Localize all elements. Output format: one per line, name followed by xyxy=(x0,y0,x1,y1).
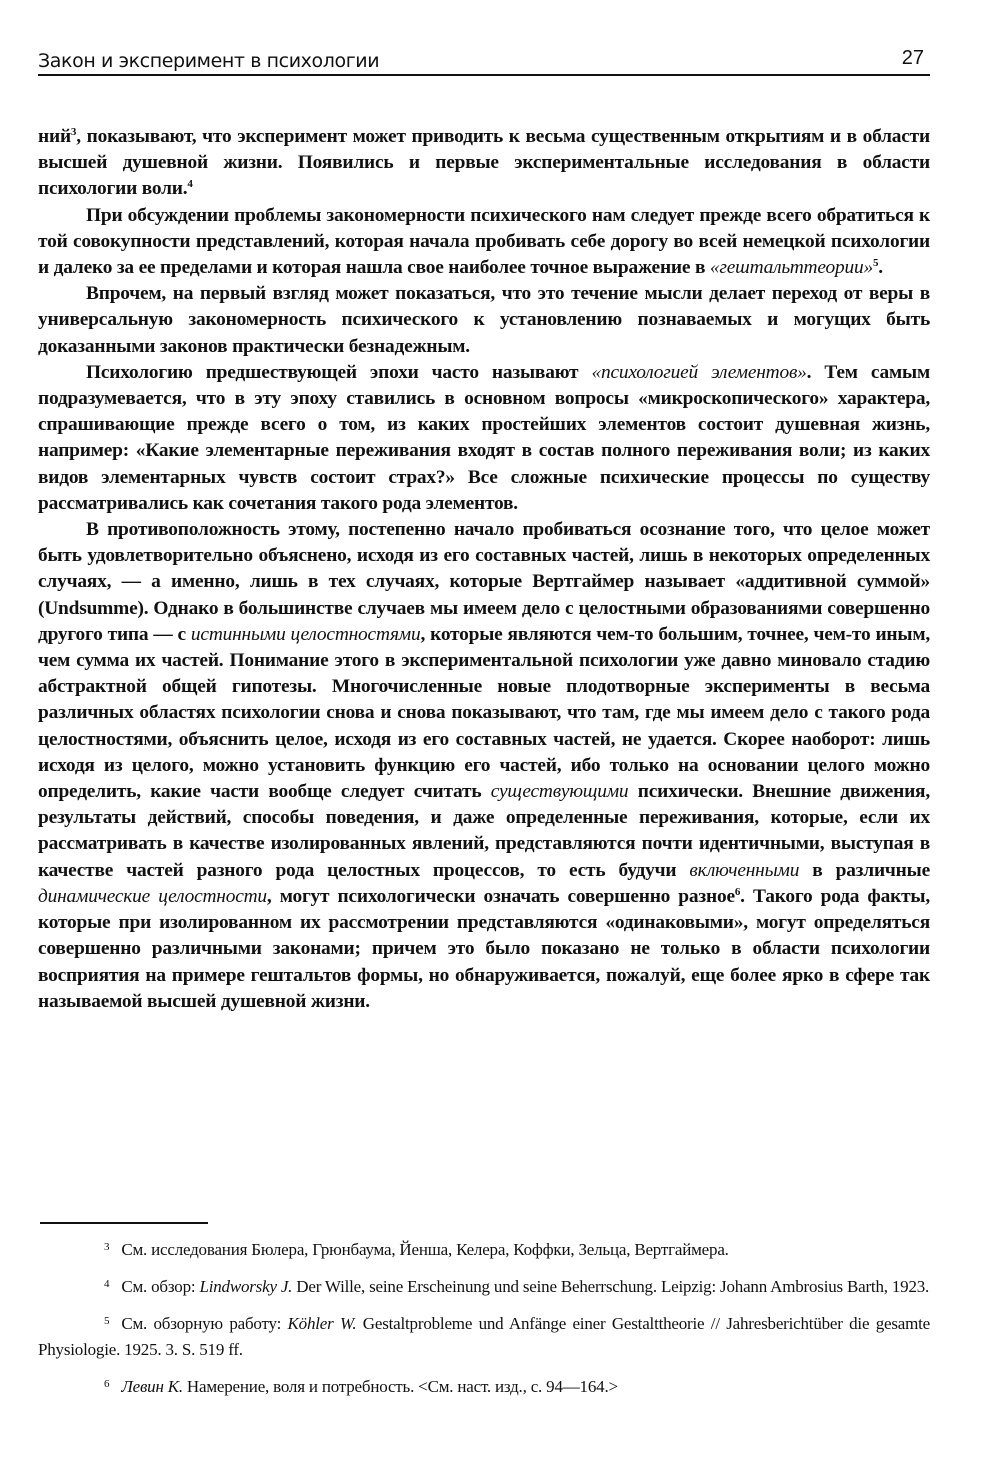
footnote-ref-3[interactable]: 3 xyxy=(70,126,77,138)
footnote-6: $^6$ Левин К. Намерение, воля и потребность. <См. наст. изд., с. 94—164.> xyxy=(104,1377,618,1396)
paragraph-2: При обсуждении проблемы закономерности психического нам следует прежде всего обратиться к той совокупности представлений, которая начала пробивать себе дорогу во всей немецкой психологии и далеко за ее пределами и которая нашла свое наиболее точное выражение в «гештальттеории»$^5$. xyxy=(38,204,930,279)
footnote-ref-5[interactable]: 5 xyxy=(872,257,879,270)
paragraph-1: ний$^3$, показывают, что эксперимент может приводить к весьма существенным открытиям и в области высшей душевной жизни. Появились и первые экспериментальные исследования в области психологии воли.$^4$ xyxy=(38,126,930,200)
footnote-divider xyxy=(40,1222,208,1224)
emphasis-element-psychology: «психологией элементов» xyxy=(591,361,807,383)
footnote-ref-6[interactable]: 6 xyxy=(734,885,741,898)
emphasis-dynamic-wholes: динамические целостности xyxy=(38,885,267,907)
emphasis-gestalt-theory: «гештальттеории» xyxy=(709,257,873,279)
emphasis-existing: существующими xyxy=(490,781,629,803)
footnotes xyxy=(38,1234,930,1408)
running-header xyxy=(38,44,930,76)
main-text xyxy=(38,124,930,1015)
paragraph-5: В противоположность этому, постепенно начало пробиваться осознание того, что целое может быть удовлетворительно объяснено, исходя из его составных частей, лишь в некоторых определенных случаях, — а именно, лишь в тех случаях, которые Вертгаймер называет «аддитивной суммой» (Undsumme). Однако в большинстве случаев мы имеем дело с целостными образованиями совершенно другого типа — с истинными целостностями, которые являются чем-то большим, точнее, чем-то иным, чем сумма их частей. Понимание этого в экспериментальной психологии уже давно миновало стадию абстрактной общей гипотезы. Многочисленные новые плодотворные эксперименты в весьма различных областях психологии снова и снова показывают, что там, где мы имеем дело с такого рода целостностями, объяснить целое, исходя из его составных частей, не удается. Скорее наоборот: лишь исходя из целого, можно установить функцию его частей, ибо только на основании целого можно определить, какие части вообще следует считать существующими психически. Внешние движения, результаты действий, способы поведения, и даже определенные переживания, которые, если их рассматривать в качестве изолированных явлений, представляются почти идентичными, выступая в качестве частей разного рода целостных процессов, то есть будучи включенными в различные динамические целостности, могут психологически означать совершенно разное$^6$. Такого рода факты, которые при изолированном их рассмотрении представляются «одинаковыми», могут определяться совершенно различными законами; причем это было показано не только в области психологии восприятия на примере гештальтов формы, но обнаруживается, пожалуй, еще более ярко в сфере так называемой высшей душевной жизни. xyxy=(38,519,931,1012)
footnote-ref-4[interactable]: 4 xyxy=(187,178,193,191)
paragraph-4: Психологию предшествующей эпохи часто называют «психологией элементов». Тем самым подразумевается, что в эту эпоху ставились в основном вопросы «микроскопического» характера, спрашивающие прежде всего о том, из каких простейших элементов состоит душевная жизнь, например: «Какие элементарные переживания входят в состав полного переживания воли; из каких видов элементарных чувств состоит страх?» Все сложные психические процессы по существу рассматривались как сочетания такого рода элементов. xyxy=(38,361,930,514)
paragraph-3: Впрочем, на первый взгляд может показаться, что это течение мысли делает переход от веры в универсальную закономерность психического к установлению познаваемых и могущих быть доказанными законов практически безнадежным. xyxy=(38,283,930,357)
footnote-4: $^4$ См. обзор: Lindworsky J. Der Wille, seine Erscheinung und seine Beherrschung. Leipzig: Johann Ambrosius Barth, 1923. xyxy=(104,1277,930,1296)
footnote-3: $^3$ См. исследования Бюлера, Грюнбаума, Йенша, Келера, Коффки, Зельца, Вертгаймера. xyxy=(104,1240,729,1259)
page-number: 27 xyxy=(901,47,924,69)
footnote-5: $^5$ См. обзорную работу: Köhler W. Gestaltprobleme und Anfänge einer Gestalttheorie // Jahresberichtüber die gesamte Physiologie. 1925. 3. S. 519 ff. xyxy=(38,1314,931,1359)
emphasis-true-wholes: истинными целостностями xyxy=(190,623,421,645)
running-title: Закон и эксперимент в психологии xyxy=(38,50,380,72)
emphasis-included: включенными xyxy=(689,859,800,881)
